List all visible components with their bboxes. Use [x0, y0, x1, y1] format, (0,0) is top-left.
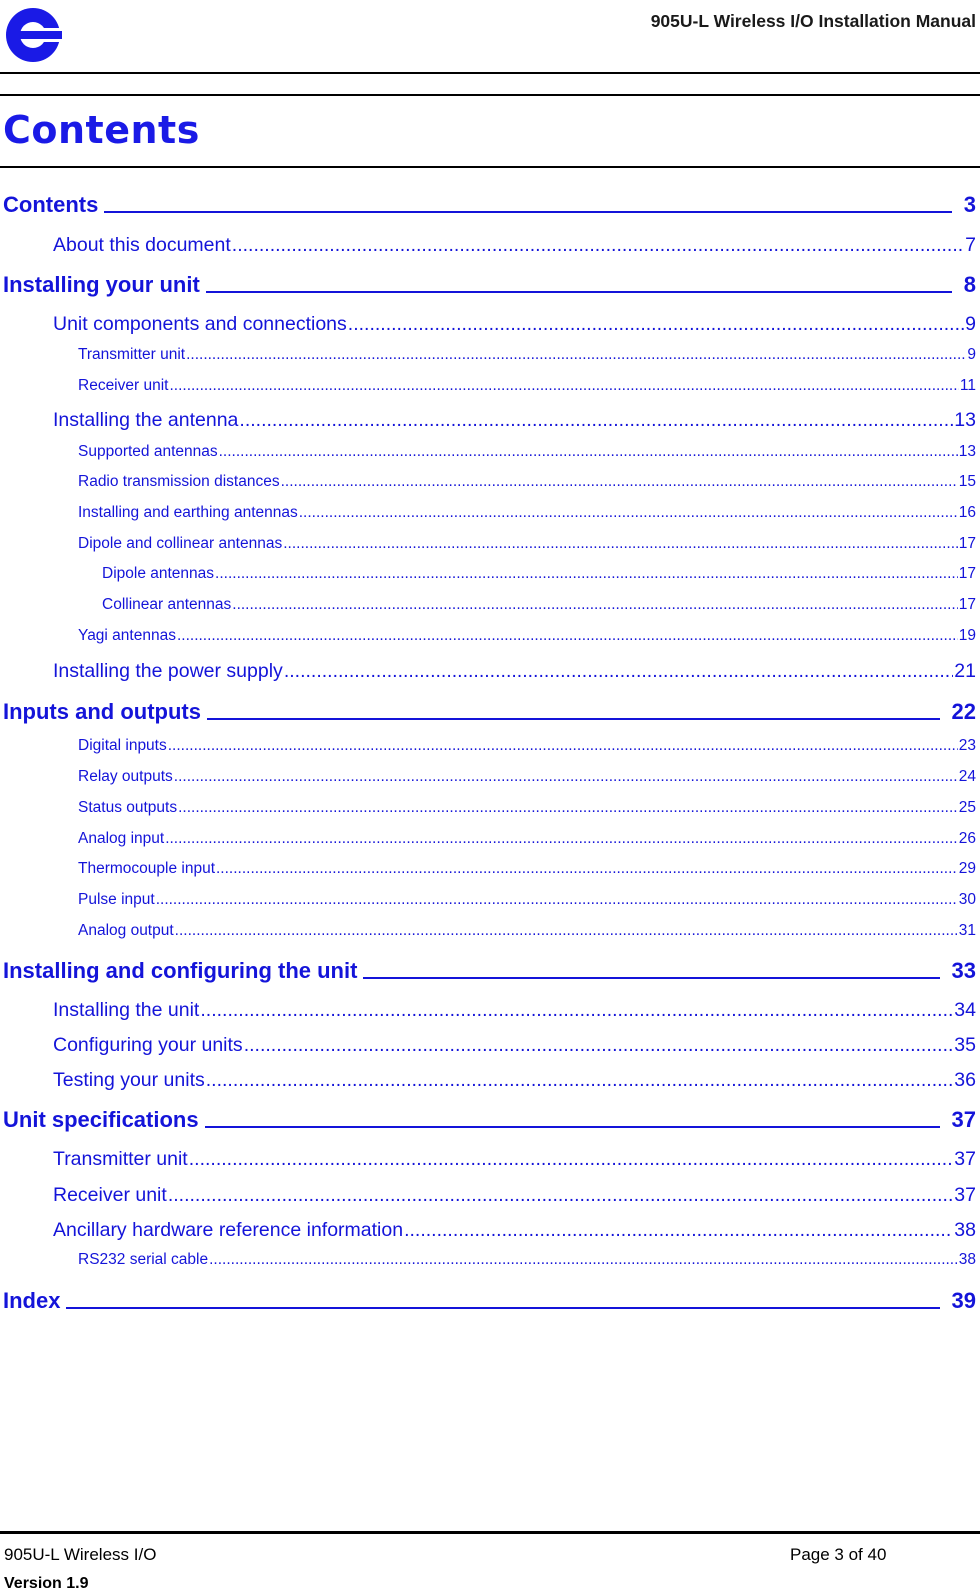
toc-entry-page: 21	[954, 660, 976, 682]
footer-version: Version 1.9	[4, 1575, 89, 1592]
footer-product: 905U-L Wireless I/O	[4, 1545, 157, 1564]
toc-entry[interactable]	[3, 699, 976, 725]
toc-entry-label: Transmitter unit	[53, 1148, 188, 1170]
toc-leader	[404, 1219, 953, 1242]
toc-entry-label: Configuring your units	[53, 1034, 243, 1056]
toc-entry-page: 37	[951, 1107, 976, 1132]
toc-entry[interactable]	[3, 958, 976, 984]
toc-entry-label: Ancillary hardware reference information	[53, 1219, 404, 1241]
toc-entry[interactable]	[53, 1148, 976, 1171]
toc-entry-page: 30	[958, 891, 976, 908]
toc-entry-page: 37	[954, 1148, 976, 1170]
toc-entry[interactable]	[78, 799, 976, 817]
toc-entry[interactable]	[102, 565, 976, 583]
toc-leader	[189, 1148, 954, 1171]
toc-entry-page: 9	[965, 313, 976, 335]
footer-page-number: Page 3 of 40	[790, 1545, 887, 1564]
toc-leader	[104, 208, 951, 213]
toc-entry-page: 31	[958, 922, 976, 939]
toc-leader	[200, 999, 953, 1022]
toc-leader	[299, 504, 958, 522]
toc-entry[interactable]	[53, 1219, 976, 1242]
toc-entry-label: Analog input	[78, 830, 165, 847]
toc-entry-label: Installing the unit	[53, 999, 200, 1021]
toc-entry-label: Unit components and connections	[53, 313, 347, 335]
toc-entry[interactable]	[78, 860, 976, 878]
toc-leader	[281, 473, 958, 491]
toc-entry-label: Installing and configuring the unit	[3, 958, 358, 983]
toc-leader	[205, 1123, 940, 1128]
toc-leader	[209, 1251, 958, 1269]
toc-entry[interactable]	[78, 891, 976, 909]
toc-entry-page: 29	[958, 860, 976, 877]
company-logo-icon	[2, 0, 62, 70]
toc-entry-page: 8	[963, 272, 976, 297]
toc-entry-page: 17	[958, 596, 976, 613]
toc-entry[interactable]	[53, 1069, 976, 1092]
toc-leader	[168, 737, 958, 755]
toc-entry-page: 11	[959, 377, 976, 394]
toc-leader	[206, 288, 952, 293]
toc-entry-page: 15	[958, 473, 976, 490]
toc-entry-page: 7	[965, 234, 976, 256]
toc-entry-label: Inputs and outputs	[3, 699, 201, 724]
toc-leader	[174, 768, 958, 786]
toc-entry-label: Testing your units	[53, 1069, 205, 1091]
toc-entry[interactable]	[78, 473, 976, 491]
toc-entry-page: 34	[954, 999, 976, 1021]
toc-leader	[206, 1069, 954, 1092]
toc-entry-label: Receiver unit	[53, 1184, 167, 1206]
toc-entry-page: 13	[954, 409, 976, 431]
toc-leader	[232, 596, 957, 614]
toc-entry-page: 26	[958, 830, 976, 847]
heading-top-rule	[0, 94, 980, 96]
toc-entry-page: 25	[958, 799, 976, 816]
toc-leader	[215, 565, 958, 583]
toc-entry[interactable]	[78, 443, 976, 461]
toc-leader	[165, 830, 958, 848]
toc-entry-label: Contents	[3, 192, 99, 217]
toc-entry-page: 13	[958, 443, 976, 460]
toc-entry-page: 22	[951, 699, 976, 724]
toc-entry-label: Relay outputs	[78, 768, 173, 785]
toc-entry-page: 17	[958, 535, 976, 552]
toc-leader	[283, 535, 958, 553]
header-rule	[0, 72, 980, 74]
toc-entry-label: Dipole antennas	[102, 565, 215, 582]
toc-leader	[216, 860, 958, 878]
toc-entry[interactable]	[78, 737, 976, 755]
toc-leader	[239, 409, 953, 432]
toc-entry-label: Installing the antenna	[53, 409, 239, 431]
toc-entry-label: Pulse input	[78, 891, 155, 908]
toc-leader	[207, 715, 940, 720]
toc-entry[interactable]	[3, 1107, 976, 1133]
toc-leader	[175, 922, 958, 940]
document-title: 905U-L Wireless I/O Installation Manual	[650, 11, 976, 31]
toc-entry-label: Analog output	[78, 922, 174, 939]
toc-leader	[363, 974, 939, 979]
toc-entry[interactable]	[53, 409, 976, 432]
toc-entry-page: 9	[967, 346, 976, 363]
toc-entry-page: 39	[951, 1288, 976, 1313]
toc-entry-page: 36	[954, 1069, 976, 1091]
toc-entry-label: Collinear antennas	[102, 596, 232, 613]
toc-entry-page: 37	[954, 1184, 976, 1206]
toc-entry-label: Installing the power supply	[53, 660, 283, 682]
toc-leader	[186, 346, 966, 364]
toc-entry-label: Installing your unit	[3, 272, 200, 297]
toc-entry-page: 3	[963, 192, 976, 217]
toc-entry-page: 16	[958, 504, 976, 521]
toc-entry-label: About this document	[53, 234, 231, 256]
toc-entry-label: Yagi antennas	[78, 627, 176, 644]
toc-entry-page: 19	[958, 627, 976, 644]
toc-leader	[284, 660, 953, 683]
toc-entry[interactable]	[53, 234, 976, 257]
toc-entry-label: Digital inputs	[78, 737, 167, 754]
toc-entry[interactable]	[78, 830, 976, 848]
toc-leader	[244, 1034, 954, 1057]
toc-entry[interactable]	[3, 192, 976, 218]
toc-leader	[66, 1304, 939, 1309]
toc-entry[interactable]	[102, 596, 976, 614]
toc-entry-label: Supported antennas	[78, 443, 218, 460]
toc-entry[interactable]	[78, 346, 976, 364]
heading-bottom-rule	[0, 166, 980, 168]
toc-leader	[168, 1184, 953, 1207]
toc-entry-page: 35	[954, 1034, 976, 1056]
toc-entry[interactable]	[78, 922, 976, 940]
toc-entry-page: 33	[951, 958, 976, 983]
toc-entry[interactable]	[53, 660, 976, 683]
toc-entry[interactable]	[78, 377, 976, 395]
toc-entry[interactable]	[78, 504, 976, 522]
toc-entry-page: 17	[958, 565, 976, 582]
toc-leader	[169, 377, 958, 395]
toc-leader	[219, 443, 958, 461]
page-title: Contents	[3, 108, 200, 152]
toc-entry-label: Receiver unit	[78, 377, 169, 394]
toc-leader	[178, 799, 958, 817]
toc-entry-label: RS232 serial cable	[78, 1251, 209, 1268]
toc-entry-label: Unit specifications	[3, 1107, 199, 1132]
toc-entry[interactable]	[78, 627, 976, 645]
toc-entry[interactable]	[78, 535, 976, 553]
toc-leader	[232, 234, 964, 257]
toc-entry-label: Index	[3, 1288, 61, 1313]
toc-entry-page: 38	[954, 1219, 976, 1241]
footer-rule	[0, 1531, 980, 1534]
toc-entry-label: Installing and earthing antennas	[78, 504, 298, 521]
toc-entry[interactable]	[53, 1184, 976, 1207]
toc-entry-page: 38	[958, 1251, 976, 1268]
toc-entry[interactable]	[53, 313, 976, 336]
toc-entry[interactable]	[78, 1251, 976, 1269]
toc-entry[interactable]	[78, 768, 976, 786]
toc-leader	[156, 891, 958, 909]
toc-entry[interactable]	[53, 1034, 976, 1057]
toc-entry[interactable]	[53, 999, 976, 1022]
toc-entry[interactable]	[3, 1288, 976, 1314]
toc-entry-page: 24	[958, 768, 976, 785]
toc-entry-label: Status outputs	[78, 799, 178, 816]
toc-entry-label: Transmitter unit	[78, 346, 186, 363]
toc-entry-label: Radio transmission distances	[78, 473, 280, 490]
toc-leader	[177, 627, 958, 645]
toc-entry-label: Dipole and collinear antennas	[78, 535, 283, 552]
toc-leader	[348, 313, 964, 336]
toc-entry[interactable]	[3, 272, 976, 298]
toc-entry-label: Thermocouple input	[78, 860, 215, 877]
toc-entry-page: 23	[958, 737, 976, 754]
